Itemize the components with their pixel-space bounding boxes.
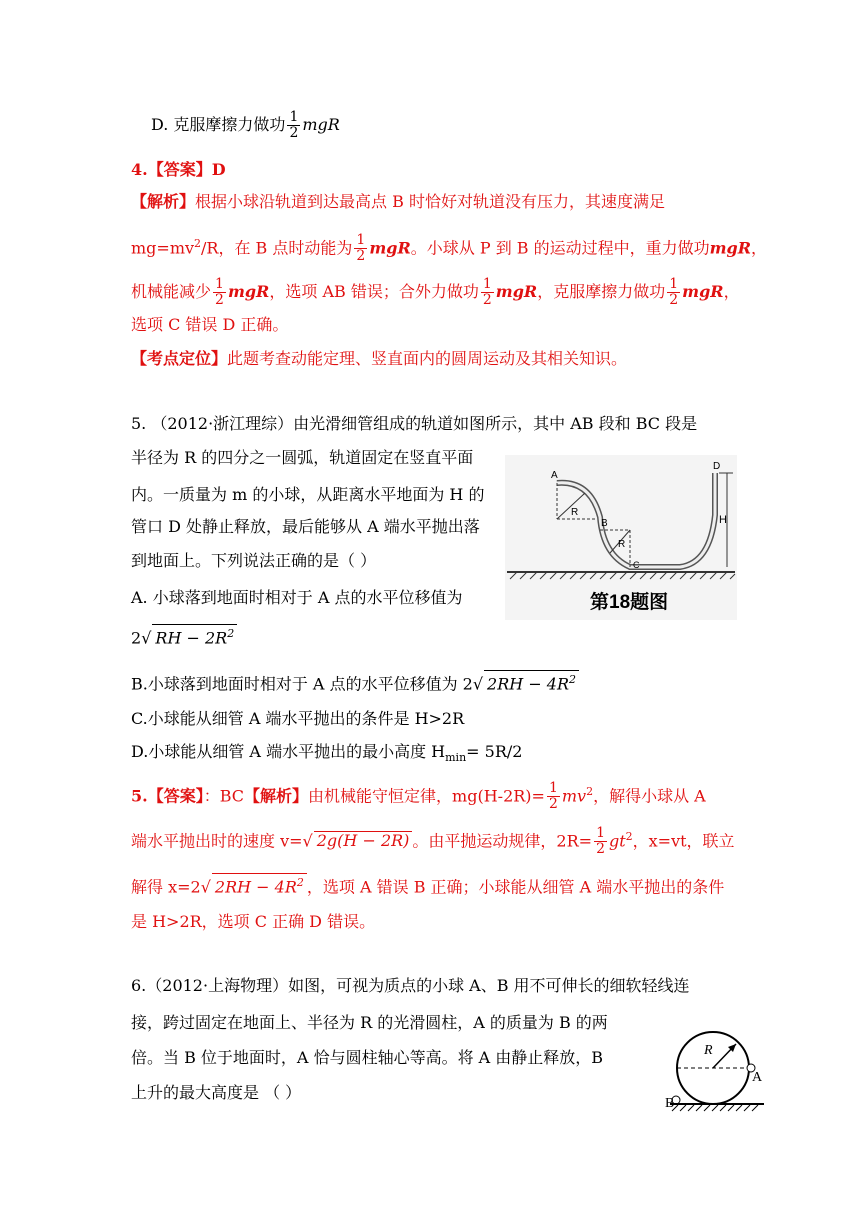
fig-label-d: D bbox=[713, 461, 721, 472]
q5-line-1: 5. （2012·浙江理综）由光滑细管组成的轨道如图所示，其中 AB 段和 BC 段是 bbox=[131, 414, 698, 433]
q5-answer-line-1: 5.【答案】：BC【解析】由机械能守恒定律，mg(H-2R)= $\frac{1}{2}$ $mv^2$，解得小球从 A bbox=[131, 780, 706, 813]
fig-label-r2: R bbox=[618, 539, 626, 550]
q5-line-3: 内。一质量为 m 的小球，从距离水平地面为 H 的 bbox=[131, 485, 485, 504]
q4-analysis-line-3: 机械能减少 $\frac{1}{2}$ mgR，选项 AB 错误；合外力做功 $\frac{1}{2}$ mgR，克服摩擦力做功 $\frac{1}{2}$ mgR， bbox=[131, 276, 740, 308]
q5-answer-line-2: 端水平抛出时的速度 v=√ 2g(H − 2R) 。由平抛运动规律，2R= $\frac{1}{2}$ $gt^2$，x=vt，联立 bbox=[131, 825, 735, 858]
q5-option-b: B.小球落到地面时相对于 A 点的水平位移值为 2√ $2RH - 4R^2$ bbox=[131, 670, 579, 696]
fig-label-b: B bbox=[601, 518, 608, 529]
figure-caption: 第18题图 bbox=[590, 592, 669, 613]
q5-line-4: 管口 D 处静止释放，最后能够从 A 端水平抛出落 bbox=[131, 517, 480, 536]
fig-label-a: A bbox=[551, 470, 558, 481]
q5-line-2: 半径为 R 的四分之一圆弧，轨道固定在竖直平面 bbox=[131, 448, 474, 467]
q4-analysis-line-4: 选项 C 错误 D 正确。 bbox=[131, 315, 289, 334]
q4-option-d: D. 克服摩擦力做功 $\frac{1}{2}$ mgR bbox=[151, 109, 340, 141]
q5-option-d: D.小球能从细管 A 端水平抛出的最小高度 $H_{min}= 5R/2$ bbox=[131, 742, 523, 765]
q5-answer-line-4: 是 H>2R，选项 C 正确 D 错误。 bbox=[131, 912, 376, 931]
fig6-label-b: B bbox=[665, 1096, 675, 1111]
q4-analysis-line-1: 【解析】根据小球沿轨道到达最高点 B 时恰好对轨道没有压力，其速度满足 bbox=[131, 192, 665, 211]
q6-line-4: 上升的最大高度是 （ ） bbox=[131, 1083, 302, 1102]
q4-analysis-line-2: $mg=mv^2/R$，在 B 点时动能为 $\frac{1}{2}$ mgR。小球从 P 到 B 的运动过程中，重力做功mgR， bbox=[131, 232, 768, 265]
fig-label-h: H bbox=[719, 514, 727, 526]
q6-line-2: 接，跨过固定在地面上、半径为 R 的光滑圆柱，A 的质量为 B 的两 bbox=[131, 1013, 608, 1032]
q4-kaodian: 【考点定位】此题考查动能定理、竖直面内的圆周运动及其相关知识。 bbox=[131, 349, 628, 368]
q5-option-a-formula: 2√ RH − $2R^2$ bbox=[131, 624, 237, 650]
q5-option-a: A. 小球落到地面时相对于 A 点的水平位移值为 bbox=[131, 588, 463, 607]
q6-line-3: 倍。当 B 位于地面时，A 恰与圆柱轴心等高。将 A 由静止释放，B bbox=[131, 1048, 604, 1067]
q5-track-figure bbox=[505, 455, 737, 620]
q5-answer-line-3: 解得 x=2√ $2RH - 4R^2$ ，选项 A 错误 B 正确；小球能从细管 A 端水平抛出的条件 bbox=[131, 873, 724, 899]
fig6-label-r: R bbox=[704, 1043, 713, 1058]
q4-answer: 4.【答案】D bbox=[131, 160, 226, 179]
q6-line-1: 6.（2012·上海物理）如图，可视为质点的小球 A、B 用不可伸长的细软轻线连 bbox=[131, 976, 690, 995]
q5-line-5: 到地面上。下列说法正确的是（ ） bbox=[131, 551, 377, 570]
q6-cylinder-figure bbox=[662, 1030, 772, 1112]
fig-label-c: C bbox=[633, 560, 640, 570]
fig6-label-a: A bbox=[752, 1070, 763, 1085]
q5-option-c: C.小球能从细管 A 端水平抛出的条件是 H>2R bbox=[131, 709, 465, 728]
fig-label-r1: R bbox=[571, 507, 579, 518]
